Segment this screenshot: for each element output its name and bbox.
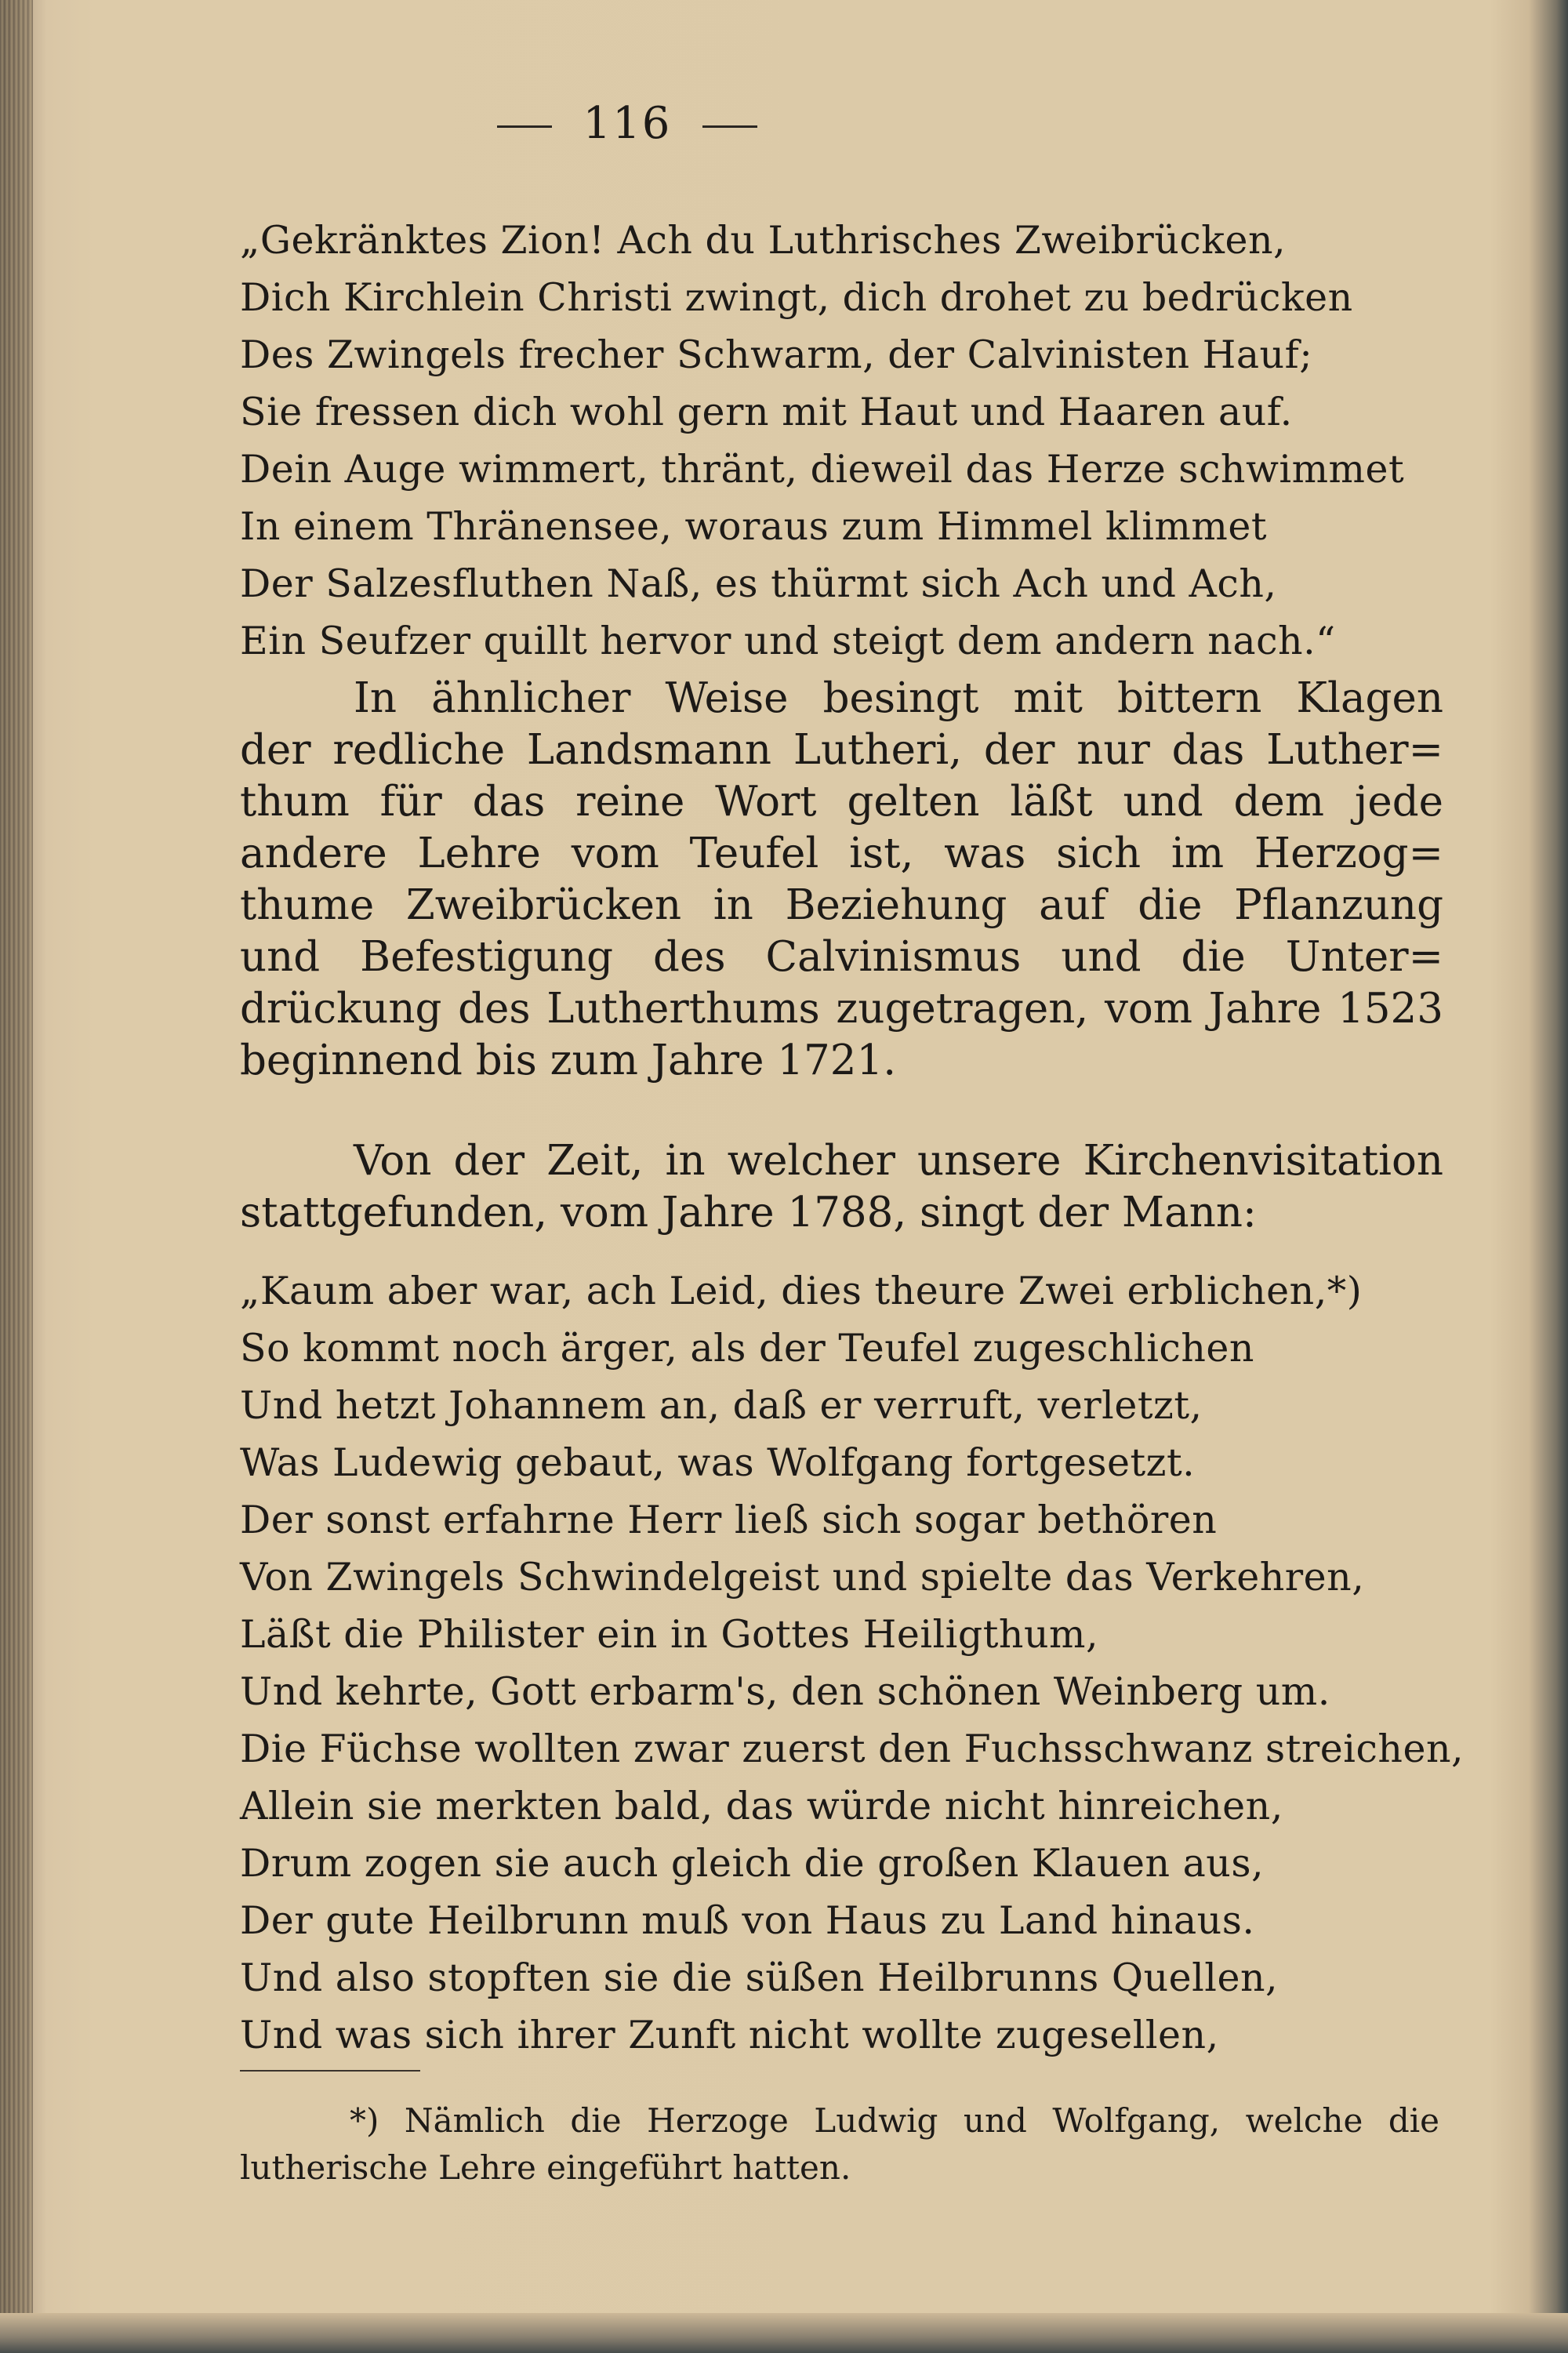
paragraph-line: der redliche Landsmann Lutheri, der nur das Luther= bbox=[240, 726, 1443, 774]
book-bottom-edge bbox=[0, 2313, 1568, 2353]
poem-line: Des Zwingels frecher Schwarm, der Calvinisten Hauf; bbox=[240, 332, 1313, 377]
poem-line: Dich Kirchlein Christi zwingt, dich drohet zu bedrücken bbox=[240, 275, 1353, 320]
footnote bbox=[240, 2097, 1439, 2191]
poem-line: „Kaum aber war, ach Leid, dies theure Zwei erblichen,*) bbox=[240, 1269, 1363, 1313]
paragraph-line: thume Zweibrücken in Beziehung auf die Pflanzung bbox=[240, 881, 1443, 929]
footnote-rule bbox=[240, 2070, 420, 2072]
poem-line: Drum zogen sie auch gleich die großen Klauen aus, bbox=[240, 1841, 1265, 1886]
poem-line: Ein Seufzer quillt hervor und steigt dem andern nach.“ bbox=[240, 619, 1336, 663]
poem-line: Sie fressen dich wohl gern mit Haut und Haaren auf. bbox=[240, 390, 1293, 434]
poem-line: So kommt noch ärger, als der Teufel zugeschlichen bbox=[240, 1326, 1254, 1371]
book-page-edges bbox=[0, 0, 33, 2353]
footnote-line: *) Nämlich die Herzoge Ludwig und Wolfgang, welche die bbox=[350, 2101, 1439, 2140]
poem-line: Läßt die Philister ein in Gottes Heiligthum, bbox=[240, 1612, 1099, 1657]
poem-line: „Gekränktes Zion! Ach du Luthrisches Zweibrücken, bbox=[240, 218, 1287, 263]
header-dash-left bbox=[497, 125, 552, 128]
paragraph-1 bbox=[240, 673, 1443, 1087]
poem-line: Von Zwingels Schwindelgeist und spielte das Verkehren, bbox=[240, 1555, 1365, 1600]
paragraph-line: thum für das reine Wort gelten läßt und dem jede bbox=[240, 778, 1443, 826]
poem-line: Der sonst erfahrne Herr ließ sich sogar bethören bbox=[240, 1498, 1218, 1542]
footnote-line: lutherische Lehre eingeführt hatten. bbox=[240, 2148, 851, 2187]
poem-line: Und also stopften sie die süßen Heilbrunns Quellen, bbox=[240, 1955, 1279, 2000]
poem-line: Die Füchse wollten zwar zuerst den Fuchsschwanz streichen, bbox=[240, 1727, 1465, 1771]
poem-quote-2 bbox=[240, 1262, 1463, 2064]
poem-line: Und was sich ihrer Zunft nicht wollte zugesellen, bbox=[240, 2013, 1219, 2057]
page-number: 116 bbox=[583, 98, 672, 149]
poem-line: Was Ludewig gebaut, was Wolfgang fortgesetzt. bbox=[240, 1440, 1196, 1485]
poem-line: Der Salzesfluthen Naß, es thürmt sich Ach und Ach, bbox=[240, 561, 1277, 606]
paragraph-line: beginnend bis zum Jahre 1721. bbox=[240, 1037, 897, 1084]
poem-line: Und kehrte, Gott erbarm's, den schönen Weinberg um. bbox=[240, 1669, 1330, 1714]
poem-line: Dein Auge wimmert, thränt, dieweil das Herze schwimmet bbox=[240, 447, 1405, 492]
paragraph-line: stattgefunden, vom Jahre 1788, singt der Mann: bbox=[240, 1189, 1257, 1236]
paragraph-line: In ähnlicher Weise besingt mit bittern Klagen bbox=[354, 674, 1443, 722]
paragraph-2 bbox=[240, 1135, 1443, 1239]
poem-line: Und hetzt Johannem an, daß er verruft, verletzt, bbox=[240, 1383, 1203, 1428]
poem-line: Der gute Heilbrunn muß von Haus zu Land hinaus. bbox=[240, 1898, 1255, 1943]
paragraph-line: drückung des Lutherthums zugetragen, vom Jahre 1523 bbox=[240, 985, 1443, 1033]
header-dash-right bbox=[702, 125, 757, 128]
poem-line: In einem Thränensee, woraus zum Himmel klimmet bbox=[240, 504, 1268, 549]
page-header bbox=[235, 98, 1019, 149]
paragraph-line: Von der Zeit, in welcher unsere Kirchenvisitation bbox=[354, 1137, 1443, 1185]
poem-line: Allein sie merkten bald, das würde nicht hinreichen, bbox=[240, 1784, 1283, 1828]
paragraph-line: andere Lehre vom Teufel ist, was sich im Herzog= bbox=[240, 830, 1443, 877]
paragraph-line: und Befestigung des Calvinismus und die Unter= bbox=[240, 933, 1443, 981]
poem-quote-1 bbox=[240, 212, 1463, 670]
